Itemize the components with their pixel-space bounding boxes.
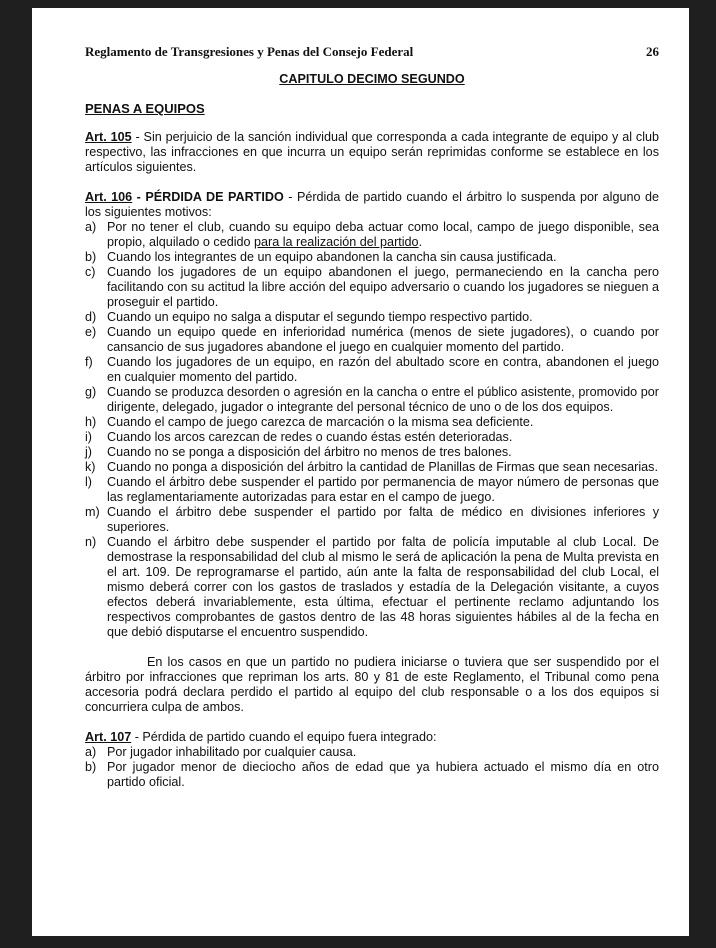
article-title: - PÉRDIDA DE PARTIDO <box>132 190 284 204</box>
item-text: Cuando no ponga a disposición del árbitro la cantidad de Planillas de Firmas que sean necesarias. <box>107 460 658 474</box>
list-item <box>85 760 659 790</box>
article-number: Art. 107 <box>85 730 132 744</box>
list-item <box>85 445 659 460</box>
item-text: Cuando no se ponga a disposición del árbitro no menos de tres balones. <box>107 445 512 459</box>
item-label: d) <box>85 310 97 324</box>
list-item <box>85 460 659 475</box>
list-item <box>85 535 659 640</box>
article-107-list <box>85 745 659 790</box>
item-text: Cuando el árbitro debe suspender el partido por falta de médico en divisiones inferiores y superiores. <box>107 505 659 534</box>
item-text: Cuando un equipo no salga a disputar el segundo tiempo respectivo partido. <box>107 310 533 324</box>
article-intro: - Pérdida de partido cuando el equipo fuera integrado: <box>131 730 437 744</box>
item-label: a) <box>85 745 97 759</box>
list-item <box>85 265 659 310</box>
item-label: e) <box>85 325 97 339</box>
item-text-part: Por no tener el club, cuando su equipo deba actuar como local, campo de juego disponible, sea propio, alquilado o cedido <box>107 220 659 249</box>
page-header <box>85 44 659 60</box>
item-label: g) <box>85 385 97 399</box>
list-item <box>85 250 659 265</box>
item-text: Cuando el árbitro debe suspender el partido por falta de policía imputable al club Local. De demostrase la responsabilidad del club al mismo le será de aplicación la pena de Multa prevista en el art. 109. De reprogramarse el partido, aún ante la falta de responsabilidad del club Local, el mismo deberá correr con los gastos de traslados y estadía de la Delegación visitante, a cuyos efectos deberá invariablemente, esta última, efectuar el pertinente reclamo adjuntando los respectivos comprobantes de gastos dentro de las 48 horas siguientes hábiles al de la fecha en que debió disputarse el encuentro suspendido. <box>107 535 659 639</box>
list-item <box>85 325 659 355</box>
page-number: 26 <box>646 44 659 59</box>
article-105 <box>85 130 659 175</box>
item-label: a) <box>85 220 97 234</box>
list-item <box>85 415 659 430</box>
list-item <box>85 310 659 325</box>
article-106-closing: En los casos en que un partido no pudiera iniciarse o tuviera que ser suspendido por el árbitro por infracciones que repriman los arts. 80 y 81 de este Reglamento, el Tribunal como pena accesoria podrá declara perdido el partido al equipo del club responsable o a los dos equipos si concurriera culpa de ambos. <box>85 655 659 714</box>
article-text: - Sin perjuicio de la sanción individual que corresponda a cada integrante de equipo y al club respectivo, las infracciones en que incurra un equipo serán reprimidas conforme se establece en los artículos siguientes. <box>85 130 659 174</box>
article-intro: - Pérdida de partido cuando el árbitro lo suspenda por alguno de los siguientes motivos: <box>85 190 659 219</box>
item-label: f) <box>85 355 93 369</box>
item-text: Cuando el árbitro debe suspender el partido por permanencia de mayor número de personas que las reglamentariamente autorizadas para estar en el campo de juego. <box>107 475 659 504</box>
article-106-list <box>85 220 659 640</box>
section-heading: PENAS A EQUIPOS <box>85 101 205 116</box>
chapter-heading: CAPITULO DECIMO SEGUNDO <box>279 72 465 86</box>
item-text: Por jugador menor de dieciocho años de edad que ya hubiera actuado el mismo día en otro partido oficial. <box>107 760 659 789</box>
document-page <box>32 8 689 936</box>
list-item <box>85 220 659 250</box>
article-106 <box>85 190 659 640</box>
item-label: i) <box>85 430 92 444</box>
list-item <box>85 355 659 385</box>
article-number: Art. 106 <box>85 190 133 204</box>
article-number: Art. 105 <box>85 130 132 144</box>
item-label: j) <box>85 445 92 459</box>
document-body <box>85 72 659 790</box>
list-item <box>85 745 659 760</box>
item-label: b) <box>85 250 97 264</box>
document-title: Reglamento de Transgresiones y Penas del Consejo Federal <box>85 44 414 59</box>
item-text-part: . <box>418 235 423 249</box>
article-107 <box>85 730 659 790</box>
item-label: k) <box>85 460 96 474</box>
list-item <box>85 505 659 535</box>
item-text: Cuando los integrantes de un equipo abandonen la cancha sin causa justificada. <box>107 250 557 264</box>
item-label: c) <box>85 265 96 279</box>
item-text: Cuando los arcos carezcan de redes o cuando éstas estén deterioradas. <box>107 430 513 444</box>
item-label: m) <box>85 505 100 519</box>
item-text: Cuando se produzca desorden o agresión en la cancha o entre el público asistente, promovido por dirigente, delegado, jugador o integrante del personal técnico de uno o de los dos equipos. <box>107 385 659 414</box>
item-text: Por jugador inhabilitado por cualquier causa. <box>107 745 357 759</box>
item-label: l) <box>85 475 92 489</box>
item-text: Cuando el campo de juego carezca de marcación o la misma sea deficiente. <box>107 415 534 429</box>
list-item <box>85 475 659 505</box>
item-text: Cuando los jugadores de un equipo abandonen el juego, permaneciendo en la cancha pero facilitando con su actitud la libre acción del equipo adversario o cuando los jugadores se nieguen a proseguir el partido. <box>107 265 659 309</box>
item-label: b) <box>85 760 97 774</box>
item-text <box>107 220 659 250</box>
list-item <box>85 430 659 445</box>
list-item <box>85 385 659 415</box>
item-label: n) <box>85 535 97 549</box>
item-text: Cuando un equipo quede en inferioridad numérica (menos de siete jugadores), o cuando por cansancio de sus jugadores abandone el juego en cualquier momento del partido. <box>107 325 659 354</box>
item-label: h) <box>85 415 97 429</box>
item-text-underlined: para la realización del partido <box>254 235 419 249</box>
item-text: Cuando los jugadores de un equipo, en razón del abultado score en contra, abandonen el juego en cualquier momento del partido. <box>107 355 659 384</box>
